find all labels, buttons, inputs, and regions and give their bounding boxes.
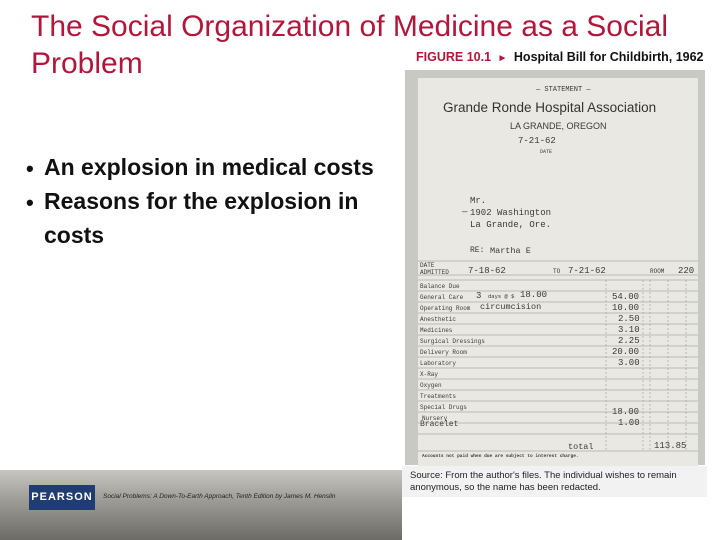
bill-item-label: Delivery Room [420,349,467,356]
bill-heading: — STATEMENT — [536,86,591,94]
bill-dash: — [462,207,468,217]
bill-operation-note: circumcision [480,302,542,312]
pearson-logo: PEARSON [29,485,95,510]
bill-total-amount: 113.85 [654,441,687,451]
bill-item-label: Anesthetic [420,316,457,323]
slide-title: The Social Organization of Medicine as a Social Problem [31,10,669,80]
bill-item-label: Medicines [420,327,453,334]
figure-source: Source: From the author's files. The individual wishes to remain anonymous, so the name has been redacted. [402,466,707,497]
bill-admitted-date: 7-18-62 [468,266,506,276]
bill-address-2: La Grande, Ore. [470,220,552,230]
bill-item-label: Balance Due [420,283,460,290]
bill-item-label: Treatments [420,393,457,400]
bill-item-label: X-Ray [420,371,439,378]
bill-date-label: DATE [540,149,553,155]
bill-item-label: Surgical Dressings [420,338,485,345]
figure-number: FIGURE 10.1 [416,50,492,64]
bullet-icon: • [26,190,34,215]
bill-item-label: Oxygen [420,382,442,389]
bill-item-label: Operating Room [420,305,471,312]
bullet-text: An explosion in medical costs [44,154,374,180]
bill-item-amount: 10.00 [612,303,640,313]
bill-footnote: Accounts not paid when due are subject to interest charge. [422,454,579,459]
bill-re-label: RE: [470,246,485,255]
bill-room-label: ROOM [650,268,665,275]
bill-item-amount: 2.50 [618,314,640,324]
bullet-text: Reasons for the explosion in costs [44,188,359,248]
bill-item-amount: 18.00 [612,407,640,417]
footer-text: Social Problems: A Down-To-Earth Approach, Tenth Edition by James M. Henslin [103,493,336,500]
bill-item-label: Laboratory [420,360,457,367]
bill-item-amount: 1.00 [618,418,640,428]
bullet-item [22,184,382,252]
figure-title: Hospital Bill for Childbirth, 1962 [513,50,704,64]
bill-item-label: Special Drugs [420,404,467,411]
bill-re-value: Martha E [490,246,531,256]
bill-item-amount: 54.00 [612,292,640,302]
bill-item-label: Nursery [422,415,448,422]
hospital-bill [418,78,698,466]
bill-days-label: days @ $ [488,293,515,300]
bill-discharged-date: 7-21-62 [568,266,606,276]
bill-admitted-label: DATE ADMITTED [420,262,449,276]
hospital-bill-photo [405,70,705,465]
bill-room-number: 220 [678,266,695,276]
caption-arrow-icon: ► [497,53,508,64]
figure-caption [416,50,704,64]
bill-date: 7-21-62 [518,136,556,146]
bill-item-amount: 2.25 [618,336,640,346]
bill-hospital-name: Grande Ronde Hospital Association [443,100,657,115]
bill-item-amount: 3.10 [618,325,640,335]
bill-daily-rate: 18.00 [520,290,548,300]
bill-ruled-lines [418,78,698,466]
bill-item-label: General Care [420,294,464,301]
bullet-item [22,150,382,184]
bill-patient-title: Mr. [470,196,487,206]
bullet-list [22,150,382,252]
bill-total-label: total [568,442,594,452]
bill-days: 3 [476,291,482,301]
bill-address-1: 1902 Washington [470,208,552,218]
bill-to-label: TO [553,268,561,275]
bill-item-amount: 3.00 [618,358,640,368]
bill-location: LA GRANDE, OREGON [510,121,607,131]
bill-item-amount: 20.00 [612,347,640,357]
bill-item-label: Bracelet [420,420,459,429]
bullet-icon: • [26,156,34,181]
